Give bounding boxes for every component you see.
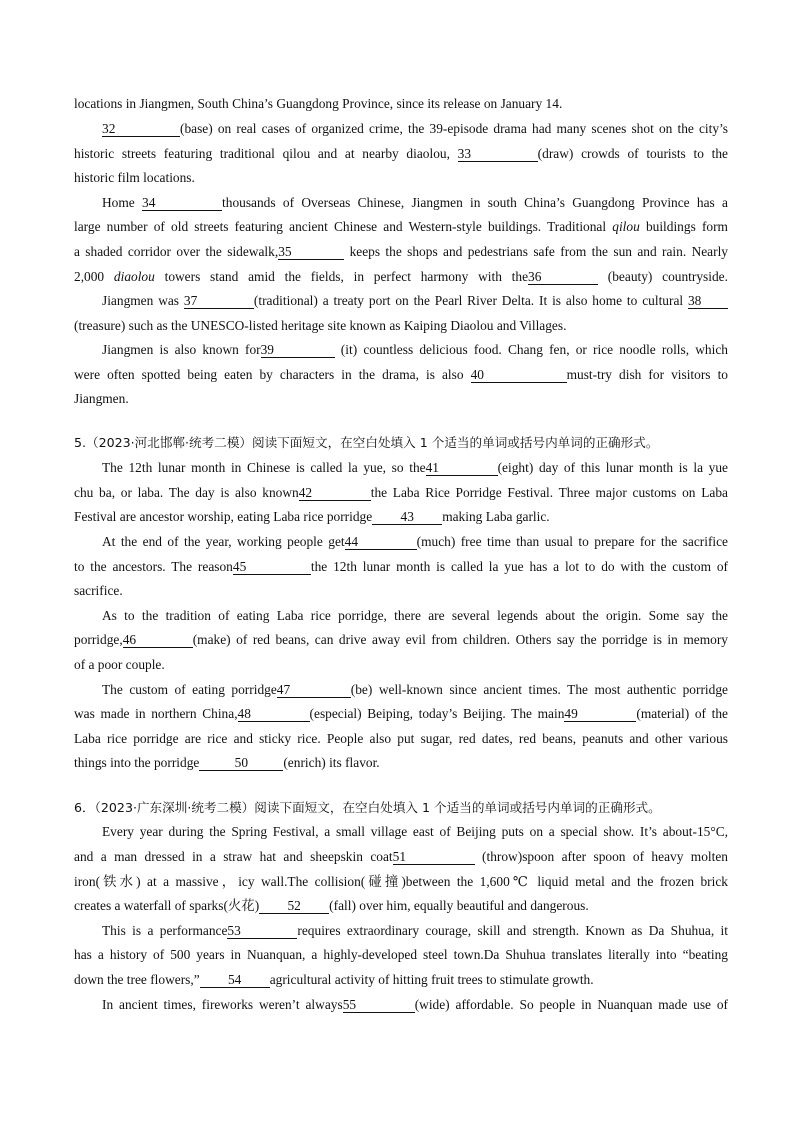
- text-line: [74, 244, 728, 260]
- italic-term: qilou: [612, 219, 640, 234]
- text-line: has a history of 500 years in Nuanquan, a highly-developed steel town.Da Shuhua translates literally into “beating: [74, 947, 728, 962]
- text-span: down the tree flowers,”: [74, 972, 200, 987]
- text-span: things into the porridge: [74, 755, 200, 770]
- text-line: historic film locations.: [74, 170, 195, 185]
- text-span: were often spotted being eaten by characters in the drama, is also: [74, 367, 464, 382]
- text-span: (especial) Beiping, today’s Beijing. The main: [309, 706, 565, 721]
- text-span: must-try dish for visitors to: [566, 367, 728, 382]
- text-span: (throw)spoon after spoon of heavy molten: [482, 849, 728, 864]
- text-line: [74, 972, 728, 988]
- text-span: (draw) crowds of tourists to the: [537, 146, 728, 161]
- text-span: large number of old streets featuring ancient Chinese and Western-style buildings. Traditional: [74, 219, 607, 234]
- text-line: [74, 997, 728, 1013]
- blank-42[interactable]: 42: [299, 486, 371, 501]
- text-line: [74, 559, 728, 575]
- blank-53[interactable]: 53: [227, 924, 297, 939]
- text-span: 2,000: [74, 269, 105, 284]
- text-line: Laba rice porridge are rice and sticky rice. People also put sugar, red dates, red beans, peanuts and other various: [74, 731, 728, 746]
- blank-34[interactable]: 34: [142, 196, 222, 211]
- blank-45[interactable]: 45: [233, 560, 311, 575]
- text-line: [74, 632, 728, 648]
- text-span: This is a performance: [102, 923, 228, 938]
- text-line: [74, 293, 728, 309]
- text-span: Home: [102, 195, 135, 210]
- italic-term: diaolou: [113, 269, 155, 284]
- blank-36[interactable]: 36: [528, 270, 598, 285]
- text-span: In ancient times, fireworks weren’t always: [102, 997, 343, 1012]
- text-span: (much) free time than usual to prepare for the sacrifice: [416, 534, 729, 549]
- text-span: The 12th lunar month in Chinese is called la yue, so the: [102, 460, 426, 475]
- text-span: agricultural activity of hitting fruit trees to stimulate growth.: [269, 972, 594, 987]
- text-span: (it) countless delicious food. Chang fen, or rice noodle rolls, which: [340, 342, 728, 357]
- text-span: buildings form: [645, 219, 728, 234]
- text-line: [74, 485, 728, 501]
- text-line: of a poor couple.: [74, 657, 165, 672]
- text-span: Jiangmen is also known for: [102, 342, 261, 357]
- blank-38[interactable]: 38: [688, 294, 728, 309]
- blank-33[interactable]: 33: [458, 147, 538, 162]
- text-span: (material) of the: [636, 706, 729, 721]
- blank-39[interactable]: 39: [261, 343, 335, 358]
- text-span: (wide) affordable. So people in Nuanquan made use of: [414, 997, 729, 1012]
- text-span: towers stand amid the fields, in perfect harmony with the: [164, 269, 529, 284]
- text-line: [74, 367, 728, 383]
- blank-51[interactable]: 51: [393, 850, 475, 865]
- blank-35[interactable]: 35: [278, 245, 344, 260]
- text-line: [74, 195, 728, 211]
- text-span: was made in northern China,: [74, 706, 238, 721]
- question-heading-5: 5.（2023·河北邯郸·统考二模）阅读下面短文，在空白处填入 1 个适当的单词或括号内单词的正确形式。: [74, 435, 659, 450]
- question-heading-6: 6．（2023·广东深圳·统考二模）阅读下面短文，在空白处填入 1 个适当的单词或括号内单词的正确形式。: [74, 800, 661, 815]
- blank-32[interactable]: 32: [102, 122, 180, 137]
- text-line: [74, 121, 728, 137]
- text-span: The custom of eating porridge: [102, 682, 277, 697]
- text-span: (traditional) a treaty port on the Pearl River Delta. It is also home to cultural: [253, 293, 684, 308]
- blank-41[interactable]: 41: [426, 461, 498, 476]
- text-span: (enrich) its flavor.: [283, 755, 380, 770]
- blank-48[interactable]: 48: [238, 707, 310, 722]
- text-line: Every year during the Spring Festival, a small village east of Beijing puts on a special show. It’s about-15°C,: [102, 824, 728, 839]
- text-span: making Laba garlic.: [442, 509, 550, 524]
- text-line: [74, 923, 728, 939]
- text-span: chu ba, or laba. The day is also known: [74, 485, 299, 500]
- text-span: the Laba Rice Porridge Festival. Three major customs on Laba: [370, 485, 728, 500]
- text-span: to the ancestors. The reason: [74, 559, 233, 574]
- text-line: Jiangmen.: [74, 391, 129, 406]
- text-line: [74, 682, 728, 698]
- text-span: (make) of red beans, can drive away evil from children. Others say the porridge is in memory: [192, 632, 728, 647]
- blank-54[interactable]: 54: [200, 973, 270, 988]
- blank-55[interactable]: 55: [343, 998, 415, 1013]
- text-line: [74, 342, 728, 358]
- text-span: and a man dressed in a straw hat and sheepskin coat: [74, 849, 393, 864]
- text-line: [74, 219, 728, 235]
- text-span: (eight) day of this lunar month is la yue: [497, 460, 728, 475]
- text-span: a shaded corridor over the sidewalk,: [74, 244, 279, 259]
- text-line: As to the tradition of eating Laba rice porridge, there are several legends about the origin. Some say the: [102, 608, 728, 623]
- blank-50[interactable]: 50: [199, 756, 283, 771]
- text-line: [74, 534, 728, 550]
- text-span: (beauty) countryside.: [607, 269, 728, 284]
- text-line: iron(铁水) at a massive，icy wall.The collision(碰撞)between the 1,600℃ liquid metal and the frozen brick: [74, 874, 728, 889]
- text-span: the 12th lunar month is called la yue has a lot to do with the custom of: [310, 559, 728, 574]
- blank-47[interactable]: 47: [277, 683, 351, 698]
- text-span: keeps the shops and pedestrians safe from the sun and rain. Nearly: [349, 244, 728, 259]
- blank-43[interactable]: 43: [372, 510, 442, 525]
- text-span: At the end of the year, working people get: [102, 534, 345, 549]
- blank-52[interactable]: 52: [259, 899, 329, 914]
- text-line: [74, 755, 728, 771]
- text-line: [74, 849, 728, 865]
- text-span: creates a waterfall of sparks(火花): [74, 898, 260, 913]
- text-span: porridge,: [74, 632, 123, 647]
- text-span: Festival are ancestor worship, eating Laba rice porridge: [74, 509, 373, 524]
- text-line: [74, 509, 728, 525]
- text-line: [74, 898, 728, 914]
- blank-40[interactable]: 40: [471, 368, 567, 383]
- text-line: [74, 706, 728, 722]
- text-line: (treasure) such as the UNESCO-listed heritage site known as Kaiping Diaolou and Villages.: [74, 318, 567, 333]
- text-span: (be) well-known since ancient times. The most authentic porridge: [350, 682, 728, 697]
- text-span: thousands of Overseas Chinese, Jiangmen in south China’s Guangdong Province has a: [222, 195, 728, 210]
- blank-44[interactable]: 44: [345, 535, 417, 550]
- blank-46[interactable]: 46: [123, 633, 193, 648]
- blank-37[interactable]: 37: [184, 294, 254, 309]
- text-line: locations in Jiangmen, South China’s Guangdong Province, since its release on January 14.: [74, 96, 563, 111]
- text-span: historic streets featuring traditional qilou and at nearby diaolou,: [74, 146, 450, 161]
- text-line: sacrifice.: [74, 583, 123, 598]
- text-span: requires extraordinary courage, skill and strength. Known as Da Shuhua, it: [297, 923, 728, 938]
- text-span: (fall) over him, equally beautiful and dangerous.: [329, 898, 589, 913]
- text-line: [74, 460, 728, 476]
- text-span: (base) on real cases of organized crime, the 39-episode drama had many scenes shot on the city’s: [180, 121, 728, 136]
- text-span: Jiangmen was: [102, 293, 180, 308]
- text-line: [74, 146, 728, 162]
- text-line: [74, 269, 728, 285]
- blank-49[interactable]: 49: [564, 707, 636, 722]
